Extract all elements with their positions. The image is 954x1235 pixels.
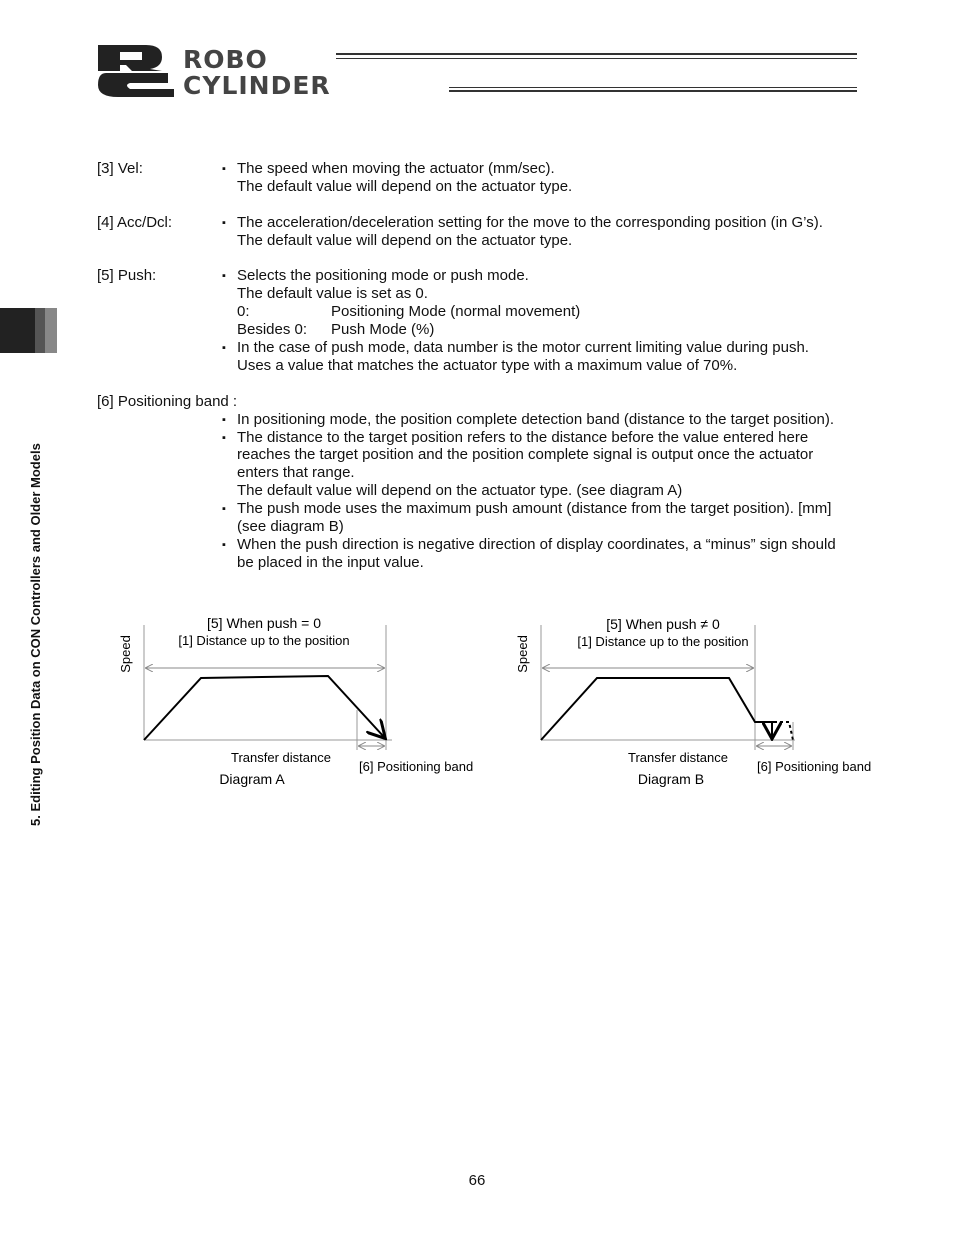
bullet-icon: ▪: [222, 342, 226, 354]
band-text-3: reaches the target position and the position complete signal is output once the actuator: [237, 446, 814, 463]
speed-profile: [144, 676, 384, 740]
diagram-b-y-label: Speed: [515, 635, 530, 673]
diagram-a-title: [5] When push = 0: [206, 615, 322, 631]
band-text-4: enters that range.: [237, 464, 355, 481]
band-label: [6] Positioning band :: [97, 393, 238, 410]
band-text-5: The default value will depend on the actuator type. (see diagram A): [237, 482, 683, 499]
acc-label: [4] Acc/Dcl:: [97, 214, 173, 231]
diagram-b: [497, 610, 897, 795]
bullet-icon: ▪: [222, 539, 226, 551]
diagram-a-x-label: Transfer distance: [231, 750, 331, 765]
bullet-icon: ▪: [222, 217, 226, 229]
push-mode1-key: Besides 0:: [237, 321, 308, 338]
side-tab-marker-shade: [35, 308, 45, 353]
diagram-b-title: [5] When push ≠ 0: [606, 616, 720, 632]
header-rule-bottom-thin: [449, 87, 857, 88]
bullet-icon: ▪: [222, 432, 226, 444]
side-tab-marker: [0, 308, 35, 353]
push-mode0-value: Positioning Mode (normal movement): [331, 303, 581, 320]
bullet-icon: ▪: [222, 270, 226, 282]
chapter-side-title: 5. Editing Position Data on CON Controllers and Older Models: [28, 443, 43, 826]
diagram-a-y-label: Speed: [118, 635, 133, 673]
band-text-7: (see diagram B): [237, 518, 344, 535]
page-number: 66: [468, 1172, 486, 1189]
push-text-3: In the case of push mode, data number is the motor current limiting value during push.: [237, 339, 809, 356]
diagram-b-band-label: [6] Positioning band: [757, 759, 872, 774]
push-mode1-value: Push Mode (%): [331, 321, 435, 338]
vel-text-1: The speed when moving the actuator (mm/sec).: [237, 160, 555, 177]
side-tab-marker-light: [45, 308, 57, 353]
logo-cylinder-text: CYLINDER: [183, 71, 331, 100]
push-label: [5] Push:: [97, 267, 157, 284]
acc-text-2: The default value will depend on the actuator type.: [237, 232, 573, 249]
push-text-1: Selects the positioning mode or push mode.: [237, 267, 529, 284]
bullet-icon: ▪: [222, 414, 226, 426]
push-mode0-key: 0:: [237, 303, 250, 320]
diagram-a-caption: Diagram A: [219, 771, 285, 787]
speed-profile: [541, 678, 774, 740]
rc-logo-icon: [96, 43, 176, 99]
band-text-1: In positioning mode, the position complete detection band (distance to the target position).: [237, 411, 835, 428]
header-rule-top-thin: [336, 58, 857, 59]
bullet-icon: ▪: [222, 163, 226, 175]
diagram-b-x-label: Transfer distance: [628, 750, 728, 765]
vel-label: [3] Vel:: [97, 160, 143, 177]
diagram-b-distance-label: [1] Distance up to the position: [577, 634, 749, 649]
logo-robo-text: ROBO: [183, 45, 268, 74]
push-dashed-profile: [774, 722, 793, 740]
band-text-8: When the push direction is negative direction of display coordinates, a “minus” sign should: [237, 536, 836, 553]
diagram-a-distance-label: [1] Distance up to the position: [178, 633, 350, 648]
push-text-4: Uses a value that matches the actuator type with a maximum value of 70%.: [237, 357, 738, 374]
diagram-b-caption: Diagram B: [637, 771, 705, 787]
acc-text-1: The acceleration/deceleration setting for the move to the corresponding position (in G’s).: [237, 214, 823, 231]
band-text-2: The distance to the target position refers to the distance before the value entered here: [237, 429, 809, 446]
band-text-9: be placed in the input value.: [237, 554, 424, 571]
header-rule-top: [336, 53, 857, 55]
diagram-a-band-label: [6] Positioning band: [359, 759, 474, 774]
vel-text-2: The default value will depend on the actuator type.: [237, 178, 573, 195]
push-text-2: The default value is set as 0.: [237, 285, 428, 302]
band-text-6: The push mode uses the maximum push amount (distance from the target position). [mm]: [237, 500, 832, 517]
header-rule-bottom: [449, 90, 857, 92]
diagram-a: [100, 610, 500, 795]
bullet-icon: ▪: [222, 503, 226, 515]
